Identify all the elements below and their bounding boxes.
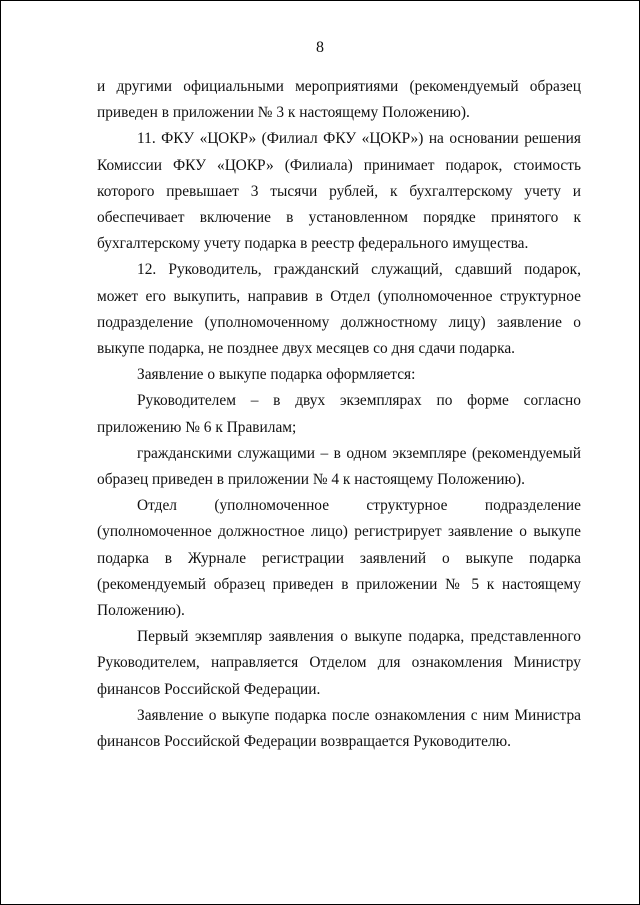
paragraph-item-12: 12. Руководитель, гражданский служащий, сдавший подарок, может его выкупить, направив в Отдел (уполномоченное структурное подразделение (уполномоченному должностному лицу) заявление о выкупе подарка, не позднее двух месяцев со дня сдачи подарка. bbox=[97, 261, 581, 358]
paragraph-item-11: 11. ФКУ «ЦОКР» (Филиал ФКУ «ЦОКР») на основании решения Комиссии ФКУ «ЦОКР» (Филиала) принимает подарок, стоимость которого превышает 3 тысячи рублей, к бухгалтерскому учету и обеспечивает включение в установленном порядке принятого к бухгалтерскому учету подарка в реестр федерального имущества. bbox=[97, 130, 581, 253]
document-body bbox=[97, 74, 581, 755]
paragraph-registration: Отдел (уполномоченное структурное подразделение (уполномоченное должностное лицо) регистрирует заявление о выкупе подарка в Журнале регистрации заявлений о выкупе подарка (рекомендуемый образец приведен в приложении № 5 к настоящему Положению). bbox=[97, 497, 581, 620]
page-number: 8 bbox=[316, 39, 324, 56]
paragraph-return: Заявление о выкупе подарка после ознакомления с ним Министра финансов Российской Федерации возвращается Руководителю. bbox=[97, 706, 581, 751]
paragraph-head-copies: Руководителем – в двух экземплярах по форме согласно приложению № 6 к Правилам; bbox=[97, 392, 581, 436]
paragraph-civil-servant-copies: гражданскими служащими – в одном экземпляре (рекомендуемый образец приведен в приложении № 4 к настоящему Положению). bbox=[97, 444, 581, 489]
paragraph-first-copy: Первый экземпляр заявления о выкупе подарка, представленного Руководителем, направляется Отделом для ознакомления Министру финансов Российской Федерации. bbox=[97, 628, 581, 698]
paragraph-continuation: и другими официальными мероприятиями (рекомендуемый образец приведен в приложении № 3 к настоящему Положению). bbox=[97, 78, 581, 122]
paragraph-application-format: Заявление о выкупе подарка оформляется: bbox=[137, 366, 416, 384]
